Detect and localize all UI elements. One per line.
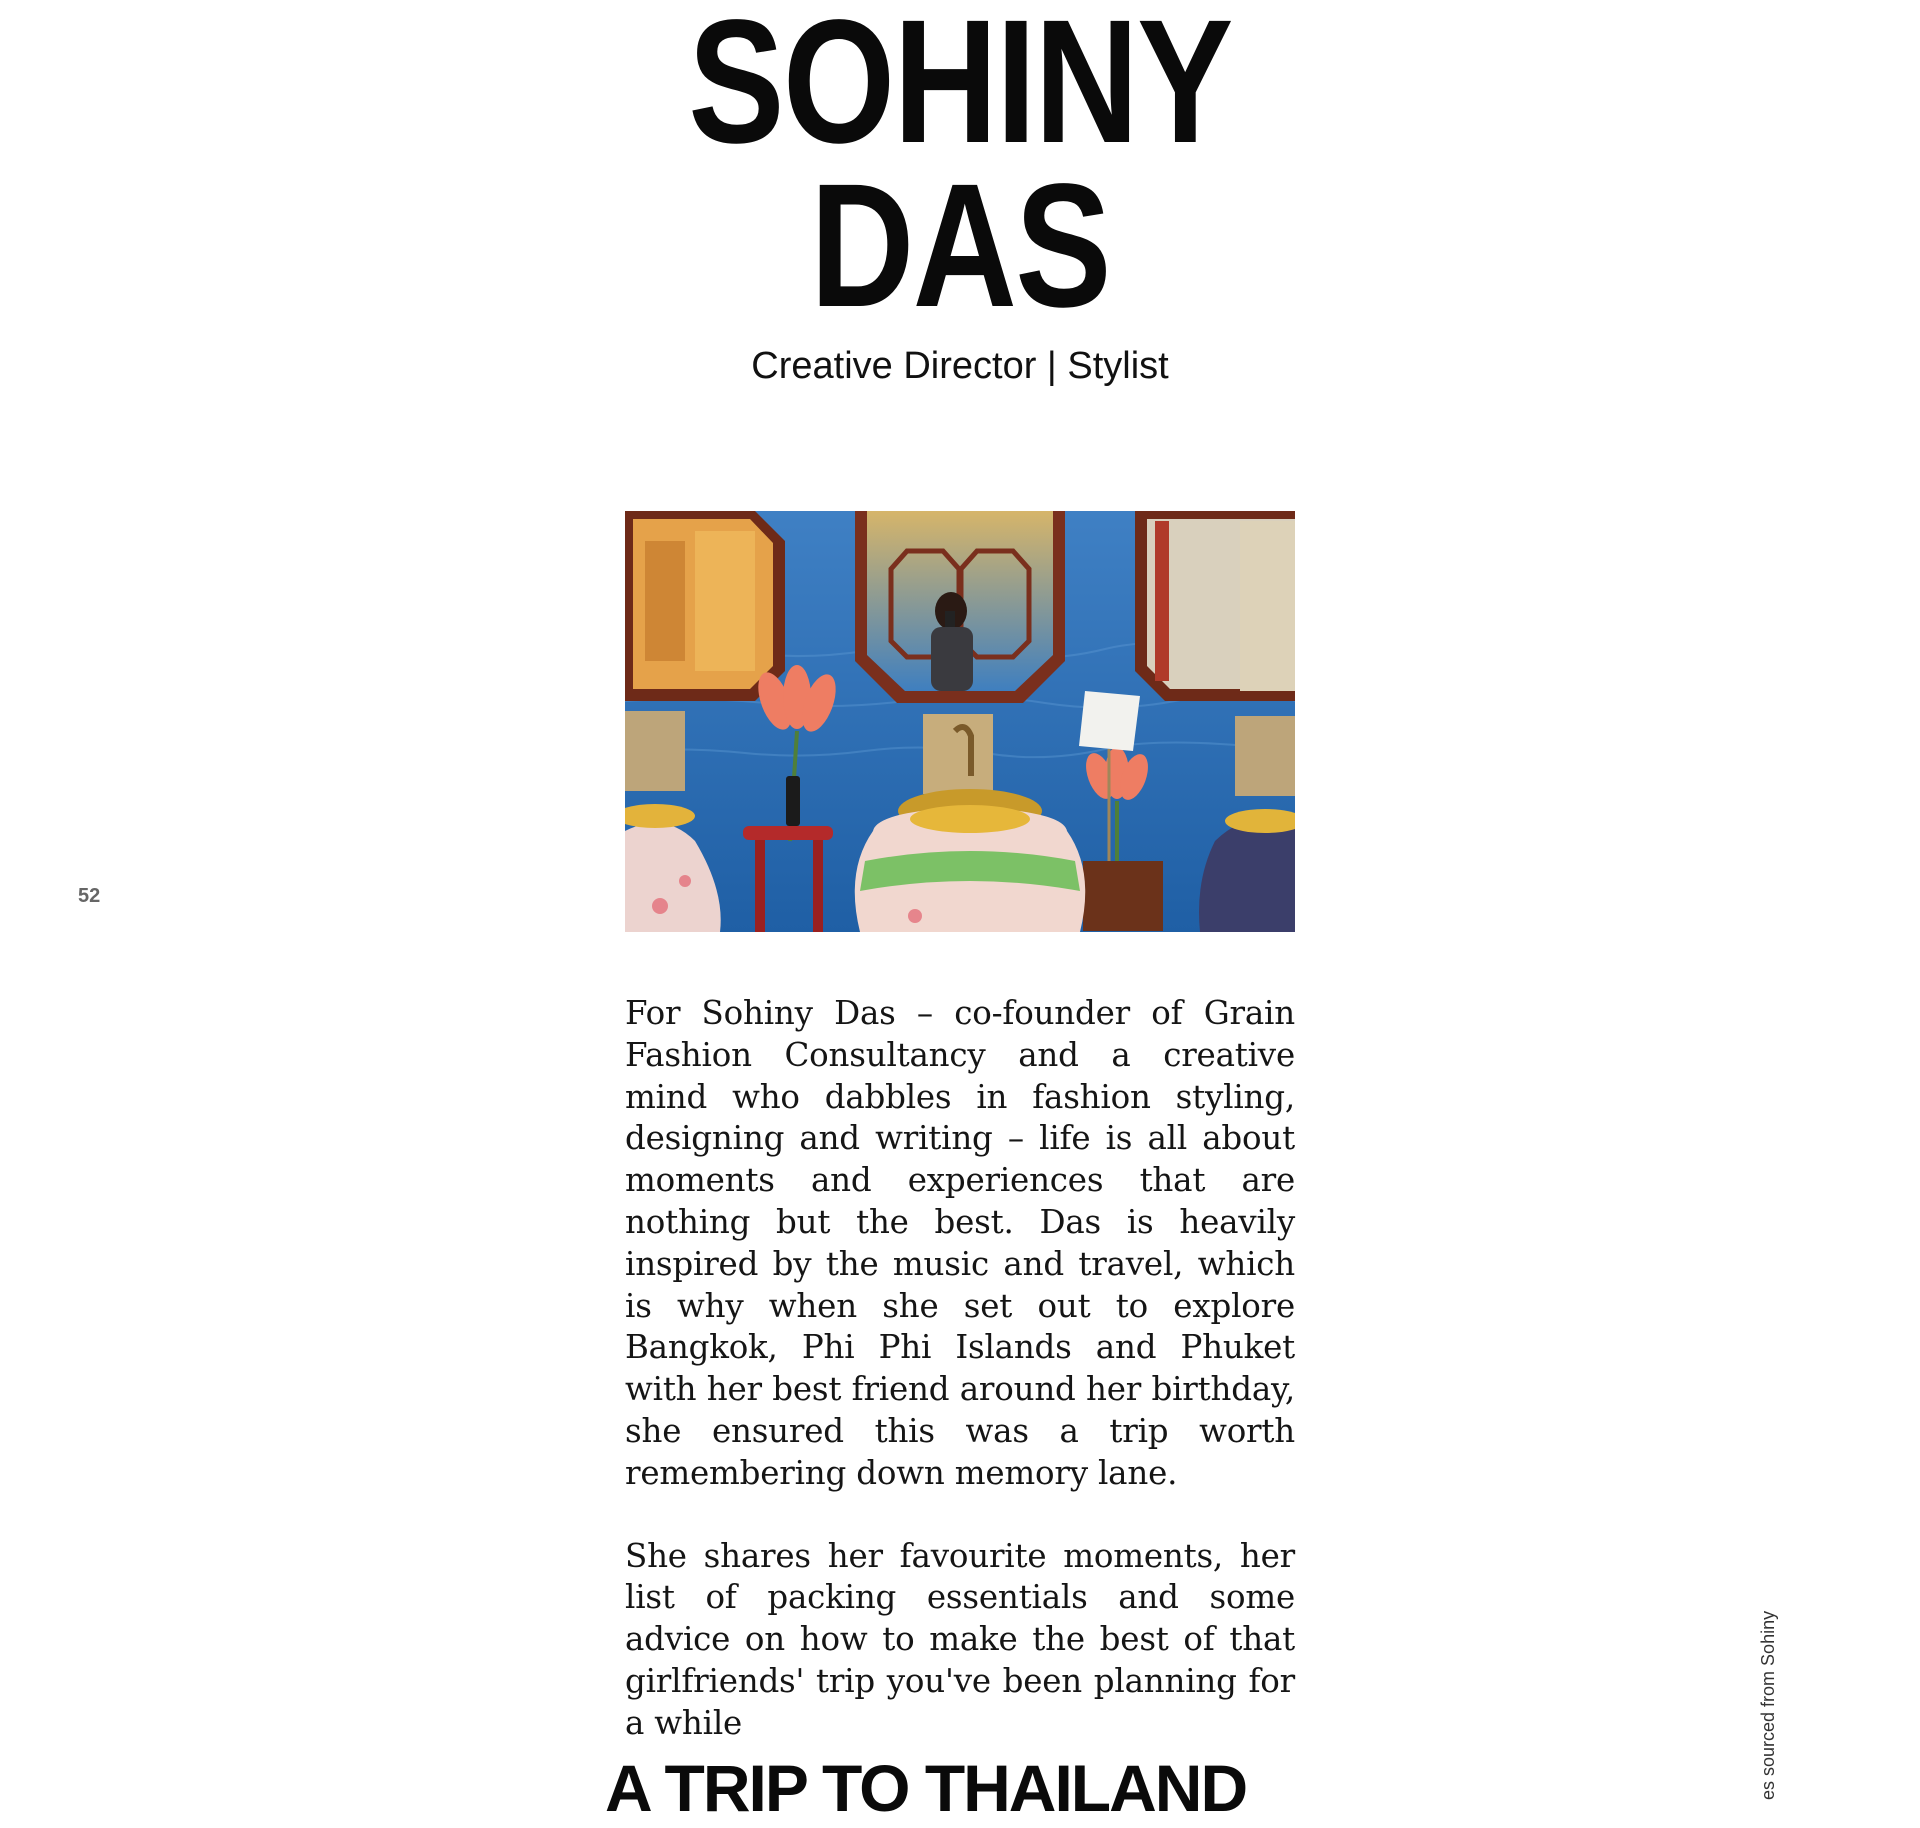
profile-name-title [173,0,1747,344]
section-heading: A TRIP TO THAILAND [605,1751,1247,1825]
role-subtitle: Creative Director | Stylist [751,345,1169,387]
name-line-2: DAS [810,148,1110,344]
article-paragraph-1: For Sohiny Das – co-founder of Grain Fashion Consultancy and a creative mind who dabbles in fashion styling, designing and writing – life is all about moments and experiences that are nothing but the best. Das is heavily inspired by the music and travel, which is why when she set out to explore Bangkok, Phi Phi Islands and Phuket with her best friend around her birthday, she ensured this was a trip worth remembering down memory lane. [625,994,1295,1492]
article-paragraph-2: She shares her favourite moments, her list of packing essentials and some advice on how to make the best of that girlfriends' trip you've been planning for a while [625,1536,1295,1742]
page-number: 52 [78,885,101,907]
article-body [625,993,1295,1786]
name-line-1: SOHINY [688,0,1232,180]
hero-photo [625,511,1295,932]
image-credit: es sourced from Sohiny [1758,1610,1778,1800]
